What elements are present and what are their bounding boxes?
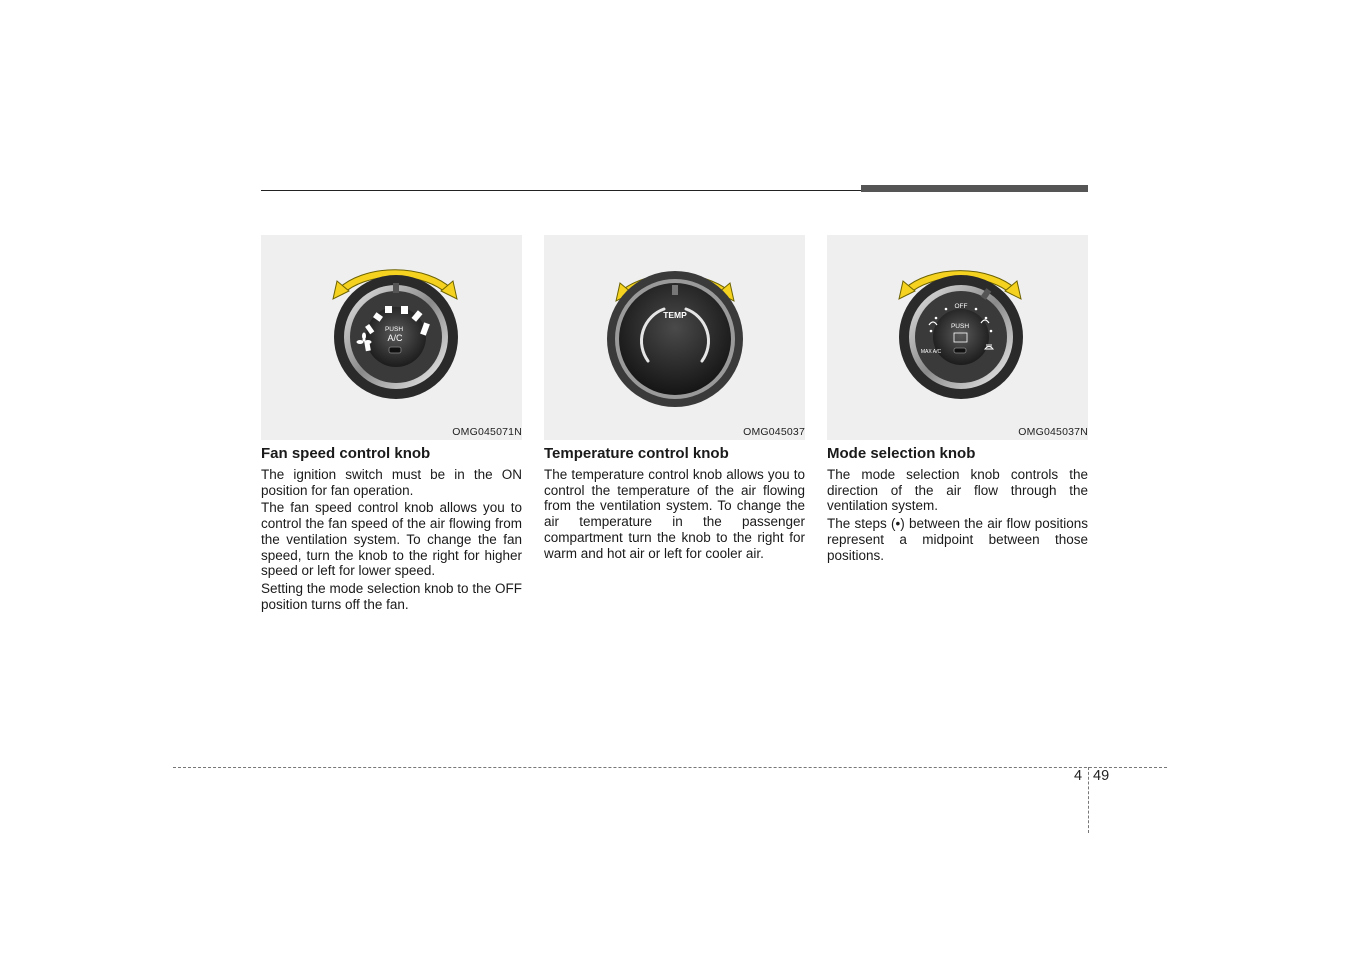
section-heading: Mode selection knob [827,445,976,462]
temp-knob-illustration [544,235,805,440]
temp-label: TEMP [663,310,687,320]
paragraph: The mode selection knob controls the direction of the air flow through the ventilation system. [827,467,1088,514]
figure-mode-knob [827,235,1088,440]
footer-divider [1088,767,1089,833]
section-fan-speed [261,235,522,612]
mode-knob-illustration [827,235,1088,440]
section-mode-selection [827,235,1088,563]
paragraph: The fan speed control knob allows you to control the fan speed of the air flowing from the ventilation system. To change the fan speed, turn the knob to the right for higher speed or left for lower speed. [261,500,522,579]
fan-knob-illustration [261,235,522,440]
paragraph: Setting the mode selection knob to the OFF position turns off the fan. [261,580,522,612]
figure-temperature-knob [544,235,805,440]
header-rule [261,190,861,191]
chapter-number: 4 [1074,768,1083,784]
footer-rule [173,767,1167,768]
push-label: PUSH [950,323,970,330]
section-heading: Temperature control knob [544,445,729,462]
paragraph: The ignition switch must be in the ON position for fan operation. [261,467,522,498]
page-number: 49 [1093,768,1110,784]
off-label: OFF [954,303,968,310]
section-temperature [544,235,805,561]
figure-fan-speed-knob [261,235,522,440]
figure-code: OMG045037 [743,426,805,438]
header-bar [861,185,1088,192]
section-heading: Fan speed control knob [261,445,431,462]
max-ac-label: MAX A/C [920,349,942,355]
figure-code: OMG045037N [1018,426,1088,438]
paragraph: The temperature control knob allows you to control the temperature of the air flowing from the ventilation system. To change the air temperature in the passenger compartment turn the knob to the right for warm and hot air or left for cooler air. [544,467,805,561]
ac-label: A/C [387,333,403,343]
push-label: PUSH [384,326,404,333]
figure-code: OMG045071N [452,426,522,438]
paragraph: The steps (•) between the air flow positions represent a midpoint between those positions. [827,516,1088,563]
